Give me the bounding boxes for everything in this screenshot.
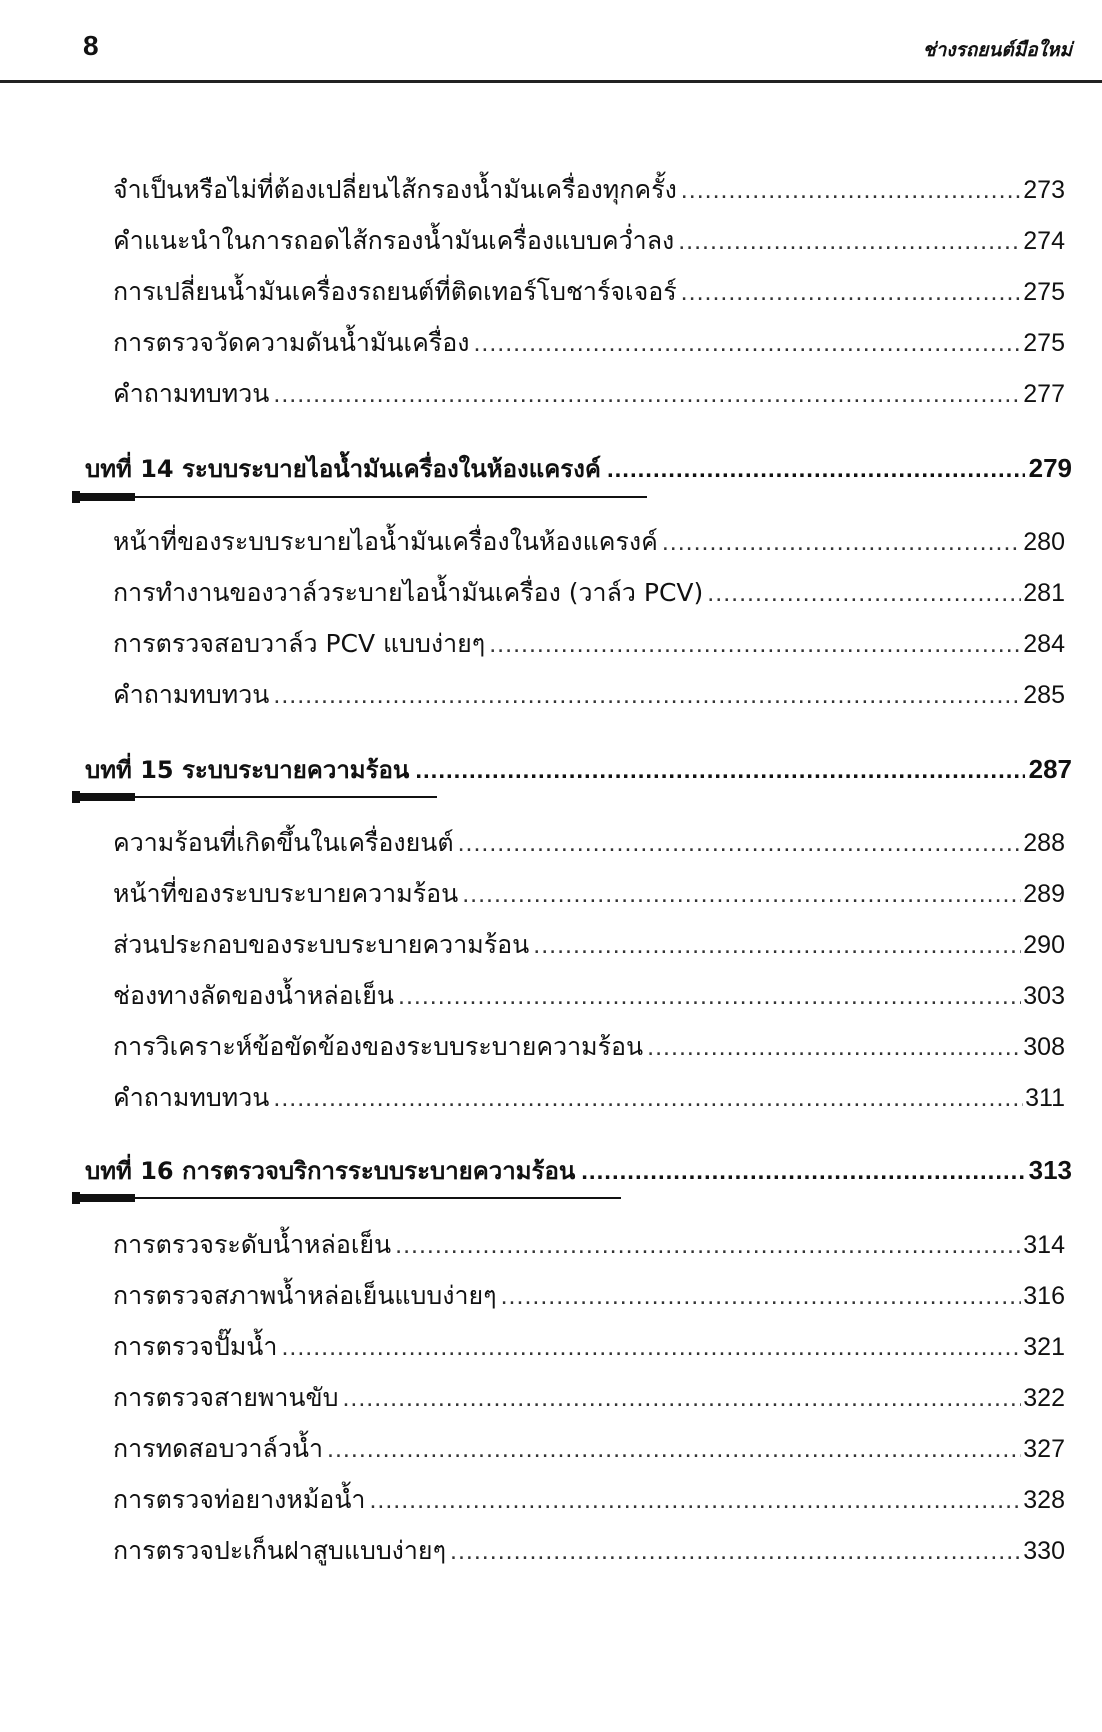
toc-entry-title: การตรวจปะเก็นฝาสูบแบบง่ายๆ xyxy=(113,1536,447,1565)
toc-entry xyxy=(113,576,1065,610)
toc-entry xyxy=(113,275,1065,309)
chapter-underline-bar xyxy=(73,793,135,801)
dot-leader xyxy=(681,275,1022,309)
dot-leader xyxy=(415,754,1024,788)
chapter-underline-marker xyxy=(72,1192,80,1204)
dot-leader xyxy=(489,627,1021,661)
toc-entry-page: 277 xyxy=(1023,380,1065,408)
toc-entry-title: จำเป็นหรือไม่ที่ต้องเปลี่ยนไส้กรองน้ำมันเครื่องทุกครั้ง xyxy=(113,175,677,204)
toc-entry-title: การวิเคราะห์ข้อขัดข้องของระบบระบายความร้อน xyxy=(113,1032,644,1061)
dot-leader xyxy=(273,1081,1023,1115)
chapter-title: บทที่ 16 การตรวจบริการระบบระบายความร้อน xyxy=(85,1157,576,1185)
dot-leader xyxy=(581,1155,1024,1189)
toc-entry xyxy=(113,1228,1065,1262)
toc-entry-page: 275 xyxy=(1023,278,1065,306)
toc-entry-page: 274 xyxy=(1023,227,1065,255)
chapter-page: 287 xyxy=(1028,754,1072,784)
dot-leader xyxy=(342,1381,1021,1415)
toc-entry-page: 280 xyxy=(1023,528,1065,556)
toc-entry xyxy=(113,678,1065,712)
dot-leader xyxy=(450,1534,1021,1568)
dot-leader xyxy=(678,224,1021,258)
toc-entry xyxy=(113,877,1065,911)
toc-entry xyxy=(113,928,1065,962)
toc-entry-title: การตรวจระดับน้ำหล่อเย็น xyxy=(113,1230,392,1259)
toc-entry-title: การตรวจสภาพน้ำหล่อเย็นแบบง่ายๆ xyxy=(113,1281,497,1310)
toc-entry xyxy=(113,1330,1065,1364)
toc-entry-title: การตรวจปั๊มน้ำ xyxy=(113,1332,278,1361)
toc-entry-page: 328 xyxy=(1023,1486,1065,1514)
toc-entry-page: 303 xyxy=(1023,982,1065,1010)
toc-entry xyxy=(113,1081,1065,1115)
toc-entry-title: คำถามทบทวน xyxy=(113,680,270,709)
dot-leader xyxy=(462,877,1021,911)
dot-leader xyxy=(501,1279,1022,1313)
toc-entry-page: 314 xyxy=(1023,1231,1065,1259)
dot-leader xyxy=(607,453,1025,487)
chapter-heading-16 xyxy=(85,1153,1072,1189)
chapter-underline-marker xyxy=(72,791,80,803)
toc-entry xyxy=(113,326,1065,360)
toc-entry-title: การทดสอบวาล์วน้ำ xyxy=(113,1434,324,1463)
toc-entry-page: 275 xyxy=(1023,329,1065,357)
chapter-page: 279 xyxy=(1028,453,1072,483)
toc-entry xyxy=(113,1030,1065,1064)
toc-entry xyxy=(113,1279,1065,1313)
toc-entry xyxy=(113,173,1065,207)
chapter-page: 313 xyxy=(1028,1155,1072,1185)
chapter-underline xyxy=(73,496,647,498)
toc-entry-page: 284 xyxy=(1023,630,1065,658)
toc-entry xyxy=(113,224,1065,258)
toc-entry-title: หน้าที่ของระบบระบายความร้อน xyxy=(113,879,459,908)
dot-leader xyxy=(707,576,1021,610)
chapter-heading-14 xyxy=(85,451,1072,487)
dot-leader xyxy=(662,525,1021,559)
toc-entry-page: 327 xyxy=(1023,1435,1065,1463)
dot-leader xyxy=(533,928,1021,962)
toc-entry xyxy=(113,826,1065,860)
dot-leader xyxy=(458,826,1022,860)
toc-entry-page: 289 xyxy=(1023,880,1065,908)
toc-entry xyxy=(113,1432,1065,1466)
toc-entry-title: การเปลี่ยนน้ำมันเครื่องรถยนต์ที่ติดเทอร์โบชาร์จเจอร์ xyxy=(113,277,677,306)
toc-entry-page: 321 xyxy=(1023,1333,1065,1361)
toc-entry xyxy=(113,1534,1065,1568)
dot-leader xyxy=(647,1030,1021,1064)
toc-entry xyxy=(113,377,1065,411)
book-title: ช่างรถยนต์มือใหม่ xyxy=(922,39,1072,61)
dot-leader xyxy=(681,173,1021,207)
chapter-underline-bar xyxy=(73,493,135,501)
dot-leader xyxy=(273,377,1021,411)
toc-entry-page: 285 xyxy=(1023,681,1065,709)
toc-entry-page: 322 xyxy=(1023,1384,1065,1412)
dot-leader xyxy=(281,1330,1021,1364)
chapter-title: บทที่ 14 ระบบระบายไอน้ำมันเครื่องในห้องแครงค์ xyxy=(85,455,601,483)
page-number: 8 xyxy=(83,30,99,61)
toc-entry-title: หน้าที่ของระบบระบายไอน้ำมันเครื่องในห้องแครงค์ xyxy=(113,527,658,556)
toc-entry-title: ช่องทางลัดของน้ำหล่อเย็น xyxy=(113,981,395,1010)
toc-entry-title: ส่วนประกอบของระบบระบายความร้อน xyxy=(113,930,530,959)
toc-entry-title: การตรวจท่อยางหม้อน้ำ xyxy=(113,1485,366,1514)
toc-entry xyxy=(113,627,1065,661)
toc-entry-page: 273 xyxy=(1023,176,1065,204)
toc-entry-page: 281 xyxy=(1023,579,1065,607)
dot-leader xyxy=(395,1228,1021,1262)
dot-leader xyxy=(273,678,1021,712)
toc-entry-page: 311 xyxy=(1025,1084,1065,1112)
toc-entry-page: 290 xyxy=(1023,931,1065,959)
toc-entry-page: 330 xyxy=(1023,1537,1065,1565)
toc-entry xyxy=(113,979,1065,1013)
toc-entry xyxy=(113,1381,1065,1415)
chapter-underline xyxy=(73,1197,621,1199)
chapter-underline-bar xyxy=(73,1194,135,1202)
chapter-underline-marker xyxy=(72,491,80,503)
dot-leader xyxy=(369,1483,1021,1517)
toc-entry-page: 288 xyxy=(1023,829,1065,857)
dot-leader xyxy=(327,1432,1021,1466)
toc-entry-title: คำแนะนำในการถอดไส้กรองน้ำมันเครื่องแบบคว่ำลง xyxy=(113,226,675,255)
toc-entry-page: 316 xyxy=(1023,1282,1065,1310)
dot-leader xyxy=(473,326,1021,360)
toc-entry-title: การตรวจสายพานขับ xyxy=(113,1383,339,1412)
toc-entry xyxy=(113,1483,1065,1517)
dot-leader xyxy=(398,979,1021,1013)
chapter-title: บทที่ 15 ระบบระบายความร้อน xyxy=(85,756,410,784)
chapter-heading-15 xyxy=(85,752,1072,788)
toc-entry-title: การทำงานของวาล์วระบายไอน้ำมันเครื่อง (วาล์ว PCV) xyxy=(113,578,704,607)
toc-entry-title: คำถามทบทวน xyxy=(113,379,270,408)
toc-entry-page: 308 xyxy=(1023,1033,1065,1061)
toc-entry-title: ความร้อนที่เกิดขึ้นในเครื่องยนต์ xyxy=(113,828,454,857)
toc-entry-title: การตรวจสอบวาล์ว PCV แบบง่ายๆ xyxy=(113,629,486,658)
toc-entry-title: คำถามทบทวน xyxy=(113,1083,270,1112)
toc-entry xyxy=(113,525,1065,559)
toc-entry-title: การตรวจวัดความดันน้ำมันเครื่อง xyxy=(113,328,470,357)
